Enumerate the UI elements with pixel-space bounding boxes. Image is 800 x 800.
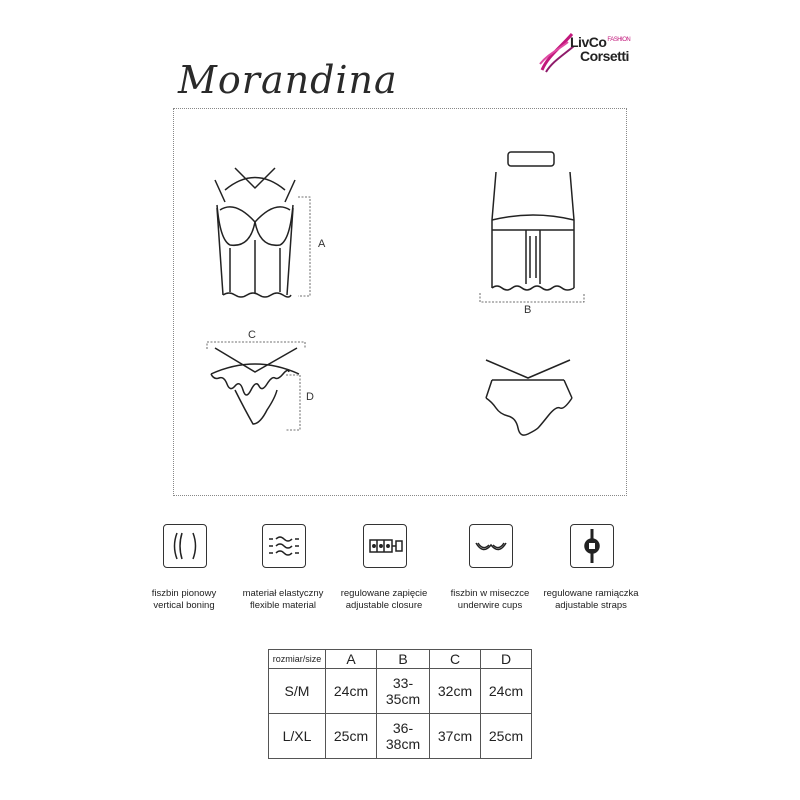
table-cell: 32cm: [430, 669, 481, 714]
dimension-a-label: A: [318, 238, 326, 250]
table-row: [269, 714, 532, 759]
table-cell: 25cm: [481, 714, 532, 759]
feature-adjustable-straps: regulowane ramiączka adjustable straps: [543, 588, 639, 611]
thong-back-sketch: [478, 358, 578, 438]
adjustable-closure-icon: [363, 524, 407, 568]
size-table-header: [269, 650, 532, 669]
brand-logo: [538, 28, 668, 76]
size-label: S/M: [269, 669, 326, 714]
table-cell: 33-35cm: [377, 669, 430, 714]
size-table: [268, 649, 532, 759]
underwire-cups-icon: [469, 524, 513, 568]
logo-text-livco: LivCo$^{FASHION}$: [570, 34, 631, 50]
dimension-c-label: C: [248, 329, 256, 341]
size-header-a: A: [326, 650, 377, 669]
size-header-cell: rozmiar/size: [269, 650, 326, 669]
product-title: Morandina: [178, 58, 398, 102]
feature-flexible-material: materiał elastyczny flexible material: [242, 588, 324, 611]
vertical-boning-icon: [163, 524, 207, 568]
table-cell: 37cm: [430, 714, 481, 759]
dimension-a-bracket: [296, 196, 316, 300]
logo-text-corsetti: Corsetti: [580, 48, 629, 64]
dimension-c-bracket: [205, 340, 309, 350]
dimension-b-bracket: [478, 292, 588, 304]
table-cell: 36-38cm: [377, 714, 430, 759]
table-cell: 24cm: [326, 669, 377, 714]
dimension-b-label: B: [524, 304, 532, 316]
feature-underwire-cups: fiszbin w miseczce underwire cups: [450, 588, 530, 611]
flexible-material-icon: [262, 524, 306, 568]
adjustable-straps-icon: [570, 524, 614, 568]
size-header-b: B: [377, 650, 430, 669]
table-cell: 24cm: [481, 669, 532, 714]
feature-vertical-boning: fiszbin pionowy vertical boning: [151, 588, 217, 611]
size-header-d: D: [481, 650, 532, 669]
size-label: L/XL: [269, 714, 326, 759]
dimension-d-bracket: [284, 374, 304, 434]
table-row: [269, 669, 532, 714]
dimension-d-label: D: [306, 391, 314, 403]
bustier-back-sketch: [478, 150, 588, 305]
size-header-c: C: [430, 650, 481, 669]
table-cell: 25cm: [326, 714, 377, 759]
feature-adjustable-closure: regulowane zapięcie adjustable closure: [340, 588, 428, 611]
